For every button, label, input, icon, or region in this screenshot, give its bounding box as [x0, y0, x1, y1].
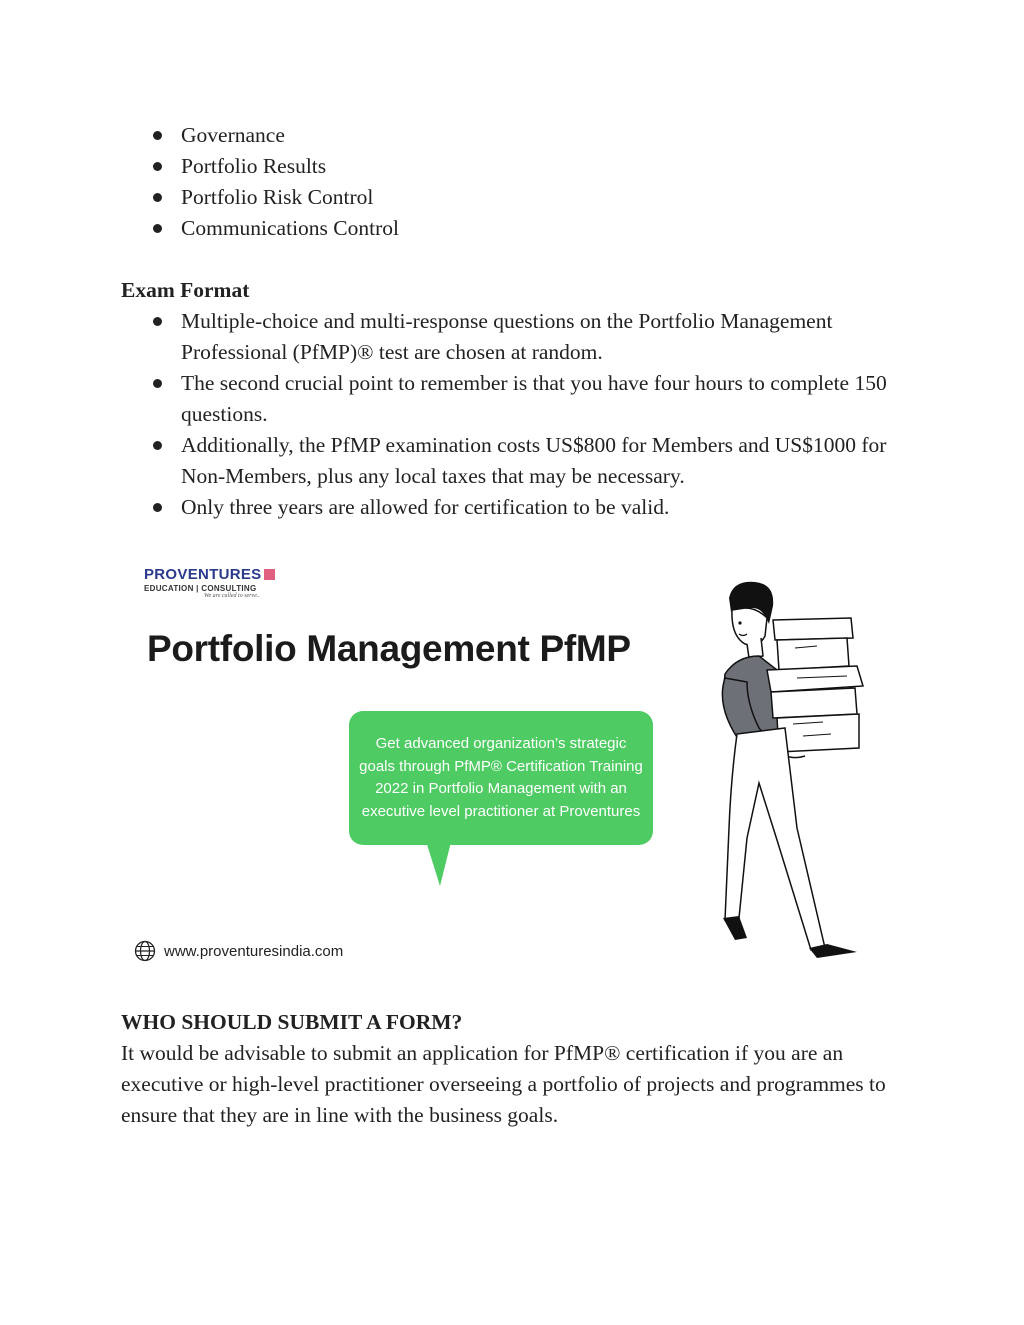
domain-topics-list — [121, 120, 911, 244]
exam-format-list — [121, 306, 911, 523]
pfmp-banner-image — [122, 548, 902, 978]
list-item: Portfolio Results — [121, 151, 911, 182]
exam-format-heading: Exam Format — [121, 278, 250, 302]
website-url: www.proventuresindia.com — [164, 942, 344, 960]
person-carrying-boxes-illustration — [707, 578, 897, 973]
list-item: Only three years are allowed for certification to be valid. — [121, 492, 911, 523]
who-should-submit-heading: WHO SHOULD SUBMIT A FORM? — [121, 1010, 463, 1034]
list-item: Additionally, the PfMP examination costs US$800 for Members and US$1000 for Non-Members, plus any local taxes that may be necessary. — [121, 430, 911, 492]
list-item: Portfolio Risk Control — [121, 182, 911, 213]
speech-bubble — [349, 711, 653, 845]
logo-tagline: We are called to serve.. — [204, 593, 260, 599]
globe-icon — [134, 940, 156, 962]
logo-name: PROVENTURES — [144, 566, 262, 583]
website-link[interactable] — [134, 940, 343, 962]
list-item: Governance — [121, 120, 911, 151]
who-should-submit-paragraph: It would be advisable to submit an application for PfMP® certification if you are an executive or high-level practitioner overseeing a portfolio of projects and programmes to ensure that they are in line with the business goals. — [121, 1041, 886, 1127]
list-item: The second crucial point to remember is that you have four hours to complete 150 questions. — [121, 368, 911, 430]
list-item: Communications Control — [121, 213, 911, 244]
list-item: Multiple-choice and multi-response questions on the Portfolio Management Professional (PfMP)® test are chosen at random. — [121, 306, 911, 368]
bubble-text: Get advanced organization’s strategic goals through PfMP® Certification Training 2022 in Portfolio Management with an executive level practitioner at Proventures — [359, 735, 643, 820]
logo-subtitle: EDUCATION | CONSULTING — [144, 584, 257, 593]
banner-title: Portfolio Management PfMP — [147, 628, 631, 669]
